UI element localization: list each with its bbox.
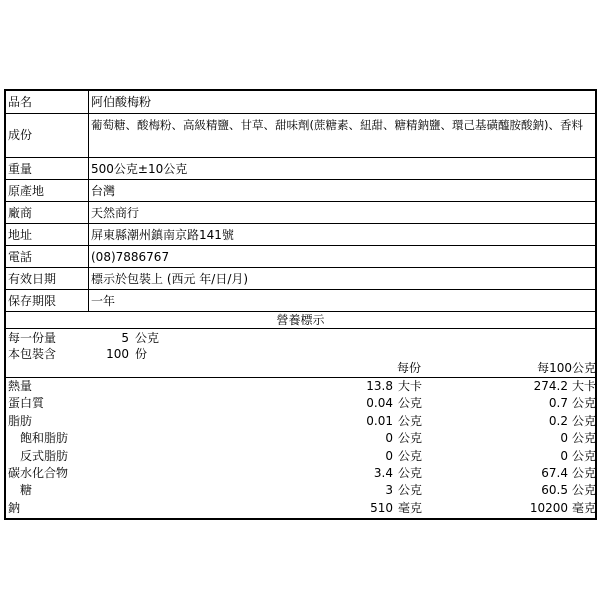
nutrient-name: 蛋白質 [8, 396, 45, 411]
nutrient-name: 熱量 [8, 379, 33, 393]
value-expiry: 標示於包裝上 (西元 年/日/月) [91, 272, 249, 286]
label-product-name: 品名 [8, 95, 33, 109]
serving-unit: 公克 [135, 331, 160, 345]
nutrient-per-serving-unit: 大卡 [398, 379, 423, 393]
nutrient-per-100g: 0 [560, 431, 568, 446]
nutrient-per-serving-unit: 公克 [398, 431, 423, 446]
value-shelf-life: 一年 [91, 294, 116, 308]
nutrient-name: 飽和脂肪 [20, 431, 69, 446]
value-product-name: 阿伯酸梅粉 [91, 95, 152, 109]
row-origin [6, 180, 595, 202]
nutrient-per-serving-unit: 公克 [398, 483, 423, 498]
nutrient-per-serving-unit: 公克 [398, 448, 423, 463]
header-per-100g: 每100公克 [537, 361, 596, 375]
label-address: 地址 [8, 228, 33, 242]
value-weight: 500公克±10公克 [91, 162, 188, 176]
row-address [6, 224, 595, 246]
serving-value: 5 [121, 331, 129, 345]
nutrient-per-100g: 10200 [529, 500, 568, 515]
label-weight: 重量 [8, 162, 33, 176]
nutrient-per-serving: 0.01 [366, 413, 393, 428]
nutrient-per-100g-unit: 公克 [572, 396, 597, 411]
value-manufacturer: 天然商行 [91, 206, 140, 220]
nutrition-title-row [6, 312, 595, 329]
nutrient-per-serving: 13.8 [366, 379, 393, 393]
product-info-sheet [4, 89, 597, 520]
serving-info [6, 329, 595, 363]
package-unit: 份 [135, 347, 148, 361]
nutrient-per-serving: 0 [385, 448, 393, 463]
nutrient-per-100g: 0.2 [548, 413, 568, 428]
nutrient-per-100g: 0.7 [548, 396, 568, 411]
value-phone: (08)7886767 [91, 250, 170, 264]
nutrient-per-100g-unit: 公克 [572, 413, 597, 428]
nutrient-per-100g-unit: 公克 [572, 483, 597, 498]
nutrient-per-serving: 3 [385, 483, 393, 498]
label-origin: 原產地 [8, 184, 45, 198]
nutrition-column-header [6, 360, 595, 378]
nutrient-per-serving: 0 [385, 431, 393, 446]
header-per-serving: 每份 [396, 361, 421, 375]
nutrient-name: 碳水化合物 [8, 466, 69, 480]
value-origin: 台灣 [91, 184, 116, 198]
package-value: 100 [106, 347, 129, 361]
label-expiry: 有效日期 [8, 272, 57, 286]
nutrient-per-100g-unit: 毫克 [572, 500, 597, 515]
nutrient-per-serving-unit: 公克 [398, 413, 423, 428]
row-product-name [6, 91, 595, 114]
value-ingredients: 葡萄糖、酸梅粉、高級精鹽、甘草、甜味劑(蔗糖素、紐甜、糖精鈉鹽、環己基磺醯胺酸鈉)、香料 [91, 118, 583, 132]
row-ingredients [6, 114, 595, 158]
nutrient-per-100g: 0 [560, 448, 568, 463]
nutrient-per-100g-unit: 大卡 [572, 379, 597, 393]
row-phone [6, 246, 595, 268]
nutrient-per-serving-unit: 公克 [398, 466, 423, 480]
nutrient-per-100g: 67.4 [541, 466, 568, 480]
nutrient-per-serving-unit: 公克 [398, 396, 423, 411]
nutrient-name: 脂肪 [8, 413, 33, 428]
nutrient-per-100g-unit: 公克 [572, 466, 597, 480]
nutrient-per-100g: 60.5 [541, 483, 568, 498]
nutrient-name: 鈉 [8, 500, 21, 515]
label-shelf-life: 保存期限 [8, 294, 57, 308]
nutrition-title: 營養標示 [276, 313, 325, 327]
value-address: 屏東縣潮州鎮南京路141號 [91, 228, 234, 242]
serving-label: 每一份量 [8, 331, 57, 345]
nutrient-per-serving: 3.4 [373, 466, 393, 480]
nutrient-name: 反式脂肪 [20, 448, 69, 463]
label-ingredients: 成份 [8, 128, 33, 142]
row-manufacturer [6, 202, 595, 224]
label-phone: 電話 [8, 250, 33, 264]
package-label: 本包裝含 [8, 347, 57, 361]
label-manufacturer: 廠商 [8, 206, 33, 220]
row-expiry [6, 268, 595, 290]
nutrient-per-100g-unit: 公克 [572, 448, 597, 463]
nutrient-per-serving-unit: 毫克 [398, 500, 423, 515]
nutrient-per-100g-unit: 公克 [572, 431, 597, 446]
nutrient-per-100g: 274.2 [533, 379, 568, 393]
nutrient-name: 糖 [20, 483, 33, 498]
nutrient-per-serving: 0.04 [366, 396, 393, 411]
nutrient-per-serving: 510 [370, 500, 393, 515]
row-weight [6, 158, 595, 180]
row-shelf-life [6, 290, 595, 312]
